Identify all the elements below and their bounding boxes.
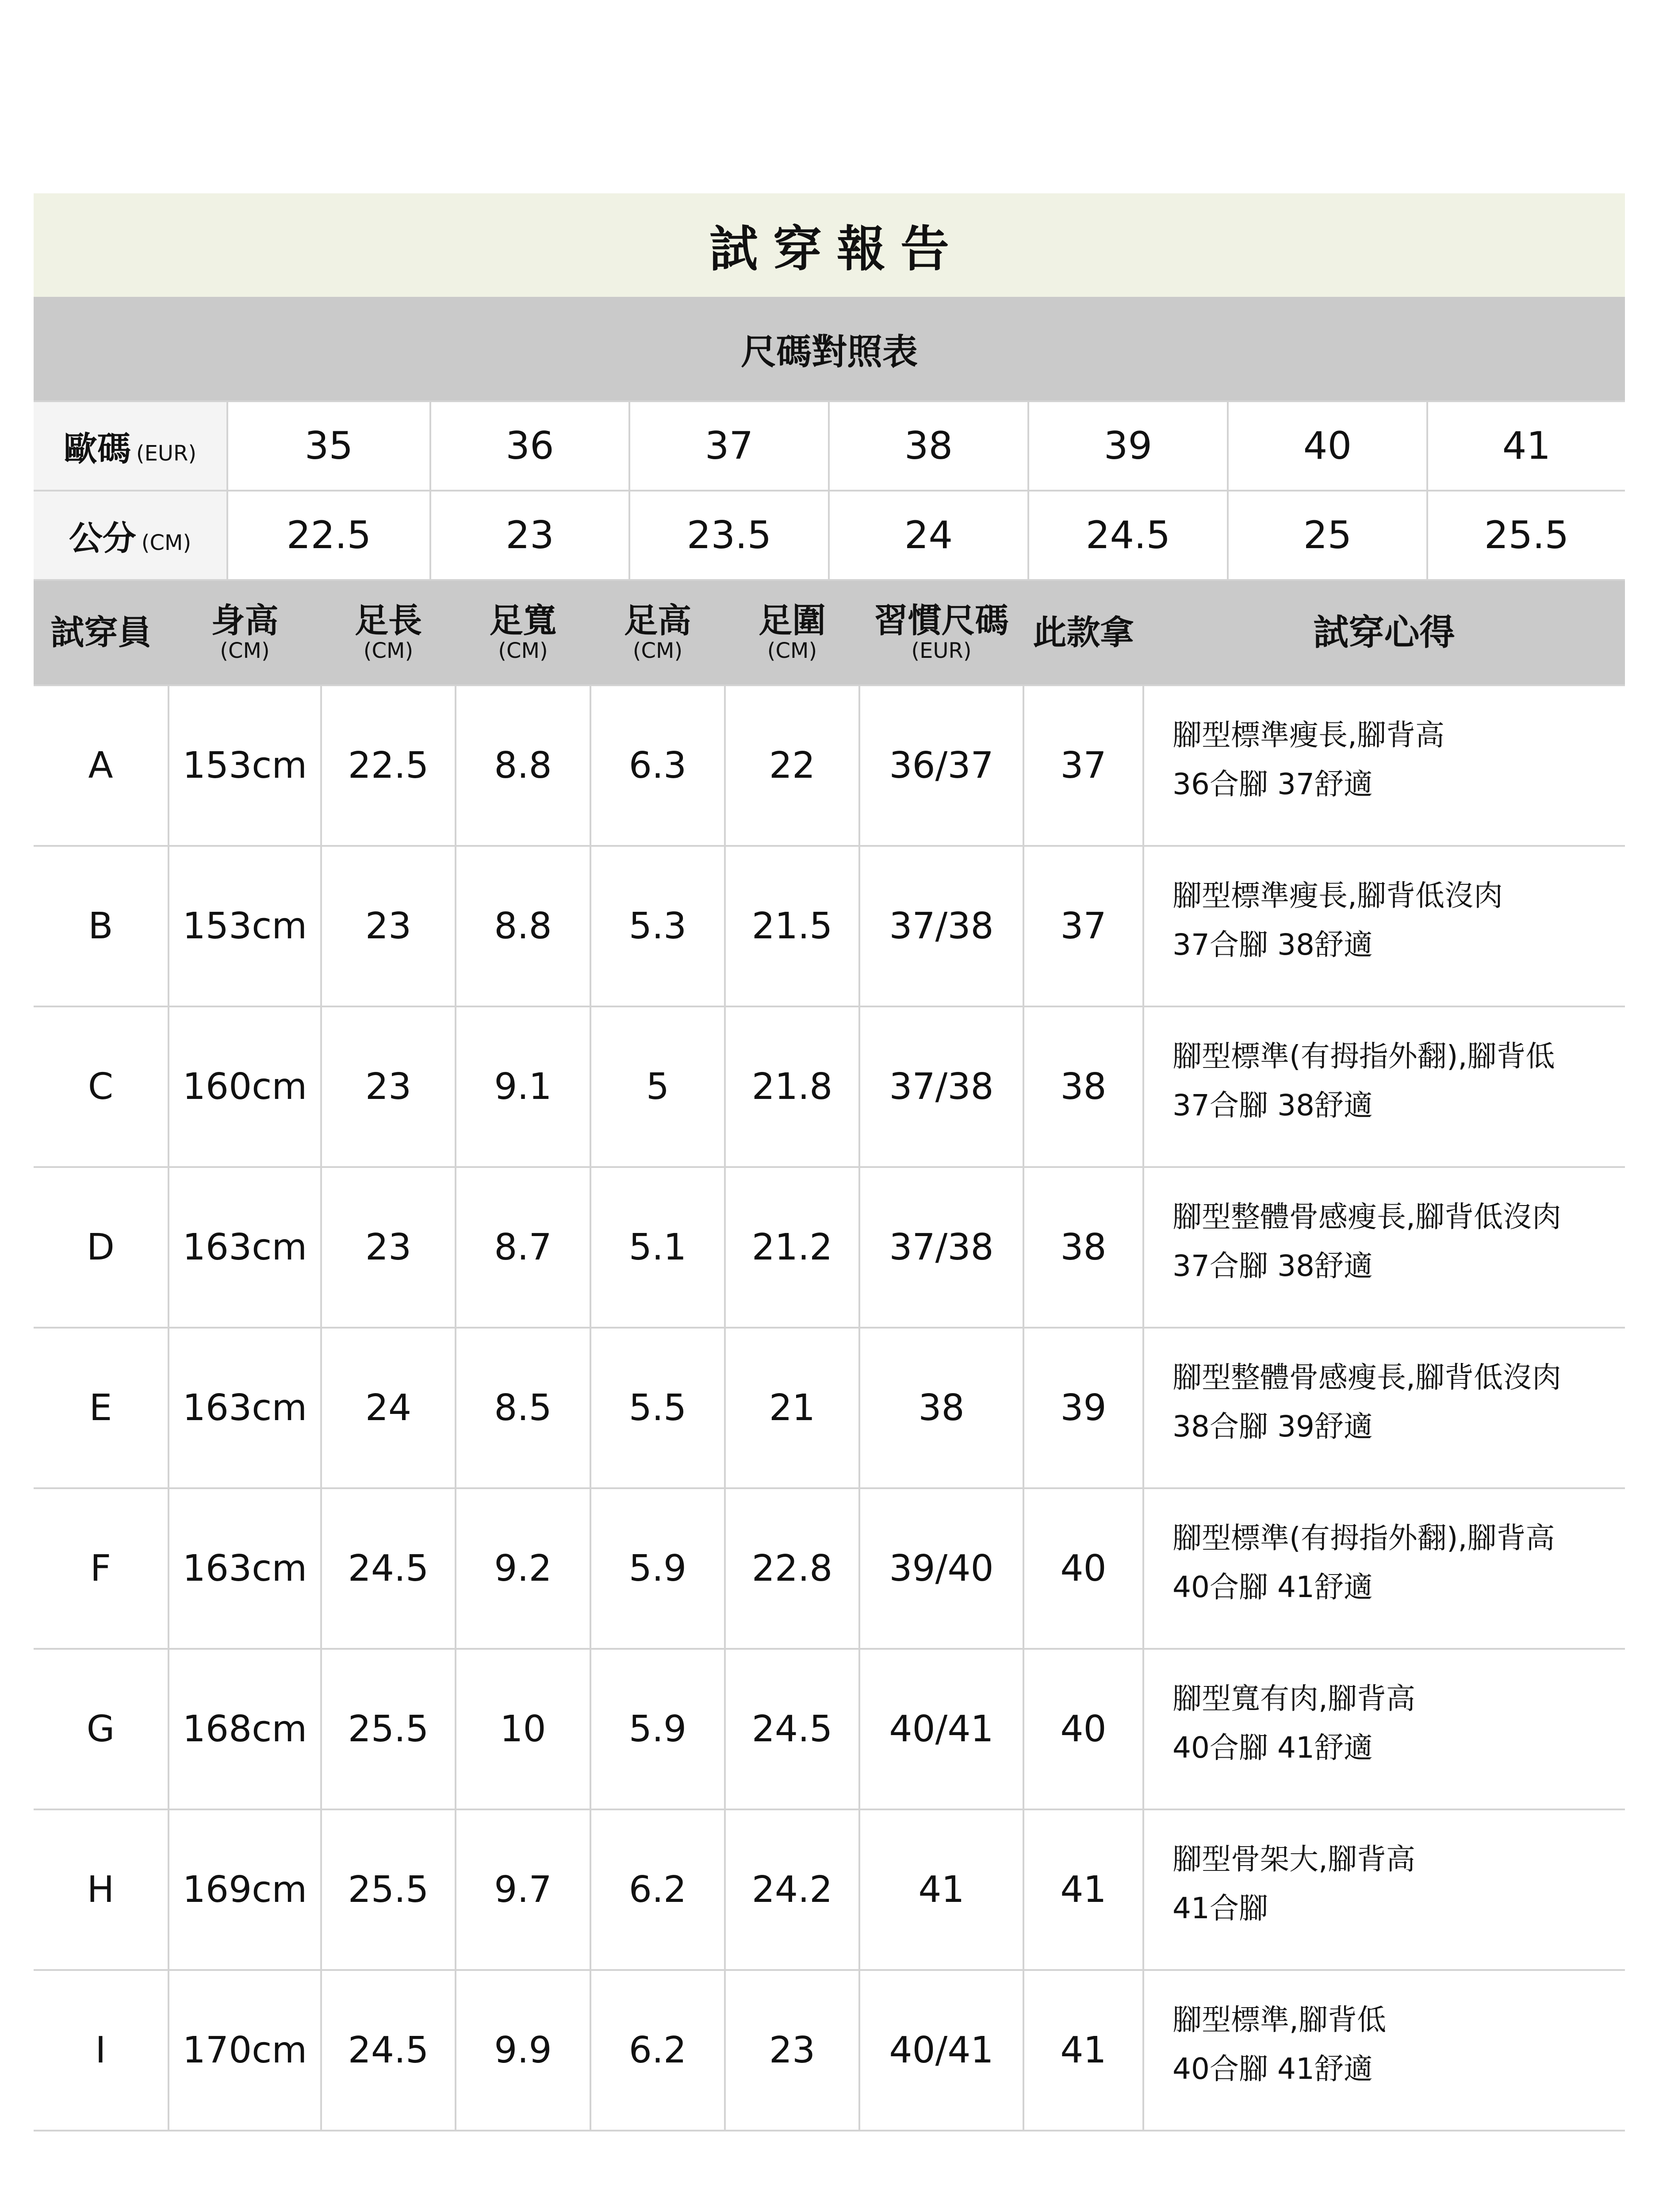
foot-width-cell: 9.2 [456,1488,590,1649]
cm-row-header [34,491,227,580]
eur-size-cell: 36 [430,401,629,491]
foot-width-cell: 8.7 [456,1167,590,1328]
tester-header-row [34,581,1625,685]
foot-girth-cell: 21.5 [725,846,859,1006]
foot-shape-note: 腳型骨架大,腳背高 [1172,1842,1415,1876]
chosen-size-cell: 38 [1023,1167,1143,1328]
tester-table [34,581,1625,2131]
size-conversion-table [34,400,1625,581]
header-foot-height [590,581,725,685]
header-foot-length [321,581,456,685]
usual-size-cell: 40/41 [859,1970,1023,2131]
cm-unit: (CM) [141,530,192,555]
height-cell: 163cm [169,1167,321,1328]
chosen-size-cell: 40 [1023,1649,1143,1809]
cm-label: 公分 [69,518,136,558]
chosen-size-cell: 40 [1023,1488,1143,1649]
header-unit: (CM) [363,638,414,664]
header-unit: (CM) [498,638,548,664]
foot-length-cell: 22.5 [321,685,456,846]
notes-cell [1143,1167,1625,1328]
foot-shape-note: 腳型標準(有拇指外翻),腳背高 [1172,1521,1555,1555]
header-label: 身高 [211,600,279,640]
foot-width-cell: 9.1 [456,1006,590,1167]
foot-height-cell: 5.1 [590,1167,725,1328]
usual-size-cell: 36/37 [859,685,1023,846]
chosen-size-cell: 41 [1023,1970,1143,2131]
eur-size-cell: 37 [629,401,829,491]
report-title: 試穿報告 [34,193,1625,297]
eur-size-row [34,401,1625,491]
header-label: 習慣尺碼 [874,600,1009,640]
tester-row [34,685,1625,846]
foot-length-cell: 23 [321,846,456,1006]
fit-report [34,193,1625,2131]
cm-length-cell: 22.5 [227,491,430,580]
height-cell: 170cm [169,1970,321,2131]
fit-note: 37合腳 38舒適 [1172,1088,1373,1122]
header-unit: (CM) [767,638,817,664]
tester-id: D [34,1167,169,1328]
notes-cell [1143,1488,1625,1649]
foot-length-cell: 24.5 [321,1970,456,2131]
tester-id: F [34,1488,169,1649]
tester-row [34,1970,1625,2131]
foot-shape-note: 腳型整體骨感瘦長,腳背低沒肉 [1172,1360,1561,1394]
chosen-size-cell: 41 [1023,1809,1143,1970]
header-chosen-size [1023,581,1143,685]
header-label: 足圍 [759,600,826,640]
header-label: 此款拿 [1033,613,1134,653]
cm-length-cell: 23 [430,491,629,580]
foot-shape-note: 腳型寬有肉,腳背高 [1172,1681,1415,1716]
foot-length-cell: 23 [321,1167,456,1328]
header-unit: (CM) [220,638,270,664]
height-cell: 153cm [169,685,321,846]
height-cell: 153cm [169,846,321,1006]
notes-cell [1143,846,1625,1006]
tester-id: A [34,685,169,846]
usual-size-cell: 37/38 [859,1006,1023,1167]
foot-shape-note: 腳型標準(有拇指外翻),腳背低 [1172,1039,1555,1073]
header-label: 足寬 [489,600,557,640]
usual-size-cell: 41 [859,1809,1023,1970]
height-cell: 160cm [169,1006,321,1167]
foot-width-cell: 9.7 [456,1809,590,1970]
fit-note: 36合腳 37舒適 [1172,767,1373,801]
cm-length-cell: 25 [1228,491,1427,580]
eur-size-cell: 39 [1028,401,1228,491]
header-height [169,581,321,685]
foot-width-cell: 8.8 [456,846,590,1006]
tester-id: I [34,1970,169,2131]
eur-size-cell: 41 [1427,401,1625,491]
usual-size-cell: 37/38 [859,846,1023,1006]
header-foot-girth [725,581,859,685]
size-chart-title: 尺碼對照表 [34,297,1625,400]
foot-length-cell: 24 [321,1328,456,1488]
header-label: 足長 [355,600,422,640]
chosen-size-cell: 39 [1023,1328,1143,1488]
foot-height-cell: 5.9 [590,1488,725,1649]
notes-cell [1143,1809,1625,1970]
foot-width-cell: 9.9 [456,1970,590,2131]
fit-note: 37合腳 38舒適 [1172,927,1373,962]
foot-width-cell: 10 [456,1649,590,1809]
tester-id: B [34,846,169,1006]
foot-girth-cell: 21.2 [725,1167,859,1328]
foot-shape-note: 腳型標準瘦長,腳背低沒肉 [1172,878,1503,913]
cm-length-cell: 23.5 [629,491,829,580]
usual-size-cell: 38 [859,1328,1023,1488]
foot-shape-note: 腳型整體骨感瘦長,腳背低沒肉 [1172,1199,1561,1234]
foot-height-cell: 5.9 [590,1649,725,1809]
foot-girth-cell: 24.5 [725,1649,859,1809]
header-unit: (CM) [632,638,683,664]
tester-row [34,1809,1625,1970]
foot-height-cell: 6.2 [590,1970,725,2131]
eur-size-cell: 35 [227,401,430,491]
fit-note: 37合腳 38舒適 [1172,1248,1373,1283]
foot-length-cell: 25.5 [321,1809,456,1970]
foot-height-cell: 5.3 [590,846,725,1006]
chosen-size-cell: 37 [1023,685,1143,846]
foot-girth-cell: 24.2 [725,1809,859,1970]
eur-size-cell: 38 [829,401,1028,491]
header-usual-size [859,581,1023,685]
foot-height-cell: 5 [590,1006,725,1167]
notes-cell [1143,1970,1625,2131]
tester-id: G [34,1649,169,1809]
eur-label: 歐碼 [63,429,131,469]
foot-girth-cell: 22.8 [725,1488,859,1649]
usual-size-cell: 40/41 [859,1649,1023,1809]
foot-shape-note: 腳型標準,腳背低 [1172,2002,1386,2037]
fit-note: 40合腳 41舒適 [1172,1730,1373,1765]
cm-length-cell: 24.5 [1028,491,1228,580]
fit-note: 40合腳 41舒適 [1172,1570,1373,1604]
header-label: 足高 [624,600,691,640]
tester-id: H [34,1809,169,1970]
notes-cell [1143,685,1625,846]
cm-length-cell: 24 [829,491,1028,580]
foot-shape-note: 腳型標準瘦長,腳背高 [1172,718,1444,752]
tester-id: C [34,1006,169,1167]
foot-length-cell: 24.5 [321,1488,456,1649]
foot-girth-cell: 21.8 [725,1006,859,1167]
foot-girth-cell: 22 [725,685,859,846]
foot-girth-cell: 21 [725,1328,859,1488]
notes-cell [1143,1006,1625,1167]
tester-row [34,1649,1625,1809]
chosen-size-cell: 37 [1023,846,1143,1006]
tester-row [34,1488,1625,1649]
foot-girth-cell: 23 [725,1970,859,2131]
foot-height-cell: 6.2 [590,1809,725,1970]
tester-row [34,846,1625,1006]
eur-size-cell: 40 [1228,401,1427,491]
height-cell: 168cm [169,1649,321,1809]
cm-length-row [34,491,1625,580]
foot-height-cell: 6.3 [590,685,725,846]
height-cell: 163cm [169,1488,321,1649]
cm-length-cell: 25.5 [1427,491,1625,580]
tester-row [34,1006,1625,1167]
header-tester [34,581,169,685]
tester-row [34,1167,1625,1328]
foot-length-cell: 23 [321,1006,456,1167]
height-cell: 163cm [169,1328,321,1488]
header-unit: (EUR) [911,638,972,664]
header-notes [1143,581,1625,685]
header-foot-width [456,581,590,685]
fit-note: 38合腳 39舒適 [1172,1409,1373,1444]
notes-cell [1143,1328,1625,1488]
usual-size-cell: 37/38 [859,1167,1023,1328]
eur-unit: (EUR) [136,441,197,466]
tester-row [34,1328,1625,1488]
eur-row-header [34,401,227,491]
foot-height-cell: 5.5 [590,1328,725,1488]
height-cell: 169cm [169,1809,321,1970]
foot-width-cell: 8.8 [456,685,590,846]
fit-note: 41合腳 [1172,1891,1268,1925]
usual-size-cell: 39/40 [859,1488,1023,1649]
foot-length-cell: 25.5 [321,1649,456,1809]
chosen-size-cell: 38 [1023,1006,1143,1167]
notes-cell [1143,1649,1625,1809]
foot-width-cell: 8.5 [456,1328,590,1488]
header-label: 試穿員 [50,613,152,653]
header-label: 試穿心得 [1313,612,1455,653]
fit-note: 40合腳 41舒適 [1172,2051,1373,2086]
tester-id: E [34,1328,169,1488]
